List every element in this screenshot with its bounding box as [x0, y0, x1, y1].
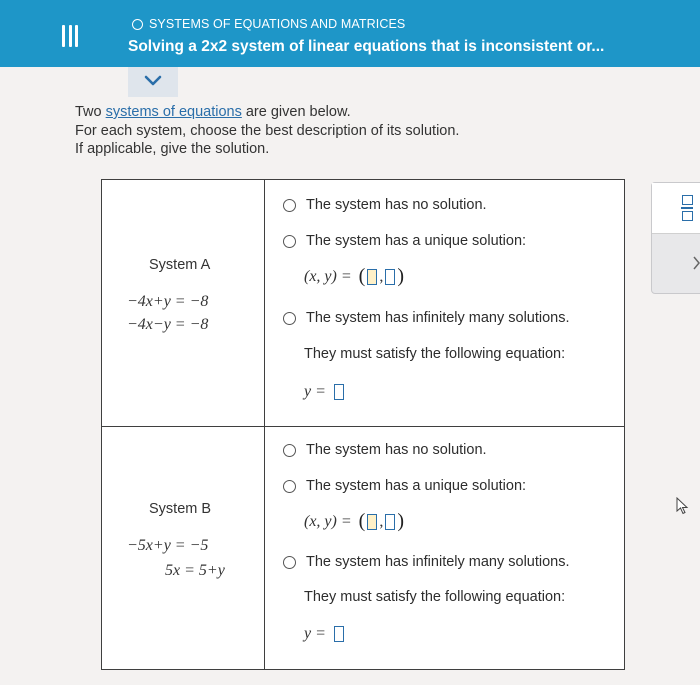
- radio-icon[interactable]: [283, 480, 296, 493]
- system-b-unique-answer: [304, 510, 405, 533]
- radio-icon[interactable]: [283, 444, 296, 457]
- chevron-right-icon[interactable]: [693, 256, 700, 270]
- system-b-equation-2: 5x = 5+y: [165, 562, 225, 579]
- system-a-unique-solution-option[interactable]: [283, 233, 526, 249]
- option-label: The system has no solution.: [306, 442, 487, 458]
- option-label: The system has infinitely many solutions.: [306, 310, 570, 326]
- unique-expression: (x, y) =: [304, 267, 352, 285]
- option-label: The system has a unique solution:: [306, 233, 527, 249]
- chevron-down-icon: [142, 73, 164, 89]
- system-a-unique-answer: [304, 265, 405, 288]
- system-b-must-satisfy: They must satisfy the following equation:: [304, 589, 566, 605]
- header-bar: [0, 0, 700, 67]
- fraction-icon: [682, 195, 694, 221]
- system-b-y-input[interactable]: [385, 514, 395, 530]
- system-a-infinite-solutions-option[interactable]: [283, 310, 570, 326]
- math-tools-panel: [651, 182, 700, 294]
- radio-icon[interactable]: [283, 312, 296, 325]
- circle-icon: [132, 19, 143, 30]
- system-b-equation-1: −5x+y = −5: [127, 537, 209, 554]
- radio-icon[interactable]: [283, 235, 296, 248]
- system-a-equation-1: −4x+y = −8: [127, 293, 209, 310]
- instructions-text: are given below.: [241, 104, 351, 120]
- unique-expression: (x, y) =: [304, 512, 352, 530]
- system-a-must-satisfy: They must satisfy the following equation:: [304, 346, 566, 362]
- system-a-label: System A: [149, 257, 211, 273]
- system-b-y-equation-input[interactable]: [334, 626, 344, 642]
- instructions: [75, 103, 459, 159]
- system-a-equation-answer: [304, 383, 345, 401]
- topic-label: SYSTEMS OF EQUATIONS AND MATRICES: [149, 17, 406, 31]
- system-b-no-solution-option[interactable]: [283, 442, 487, 458]
- system-a-equation-2: −4x−y = −8: [127, 316, 209, 333]
- system-a-y-input[interactable]: [385, 269, 395, 285]
- instructions-line-2: For each system, choose the best description of its solution.: [75, 122, 460, 139]
- table-divider: [101, 426, 625, 427]
- system-b-unique-solution-option[interactable]: [283, 478, 526, 494]
- system-a-x-input[interactable]: [367, 269, 377, 285]
- comma: ,: [379, 267, 384, 285]
- open-paren: (: [358, 265, 366, 287]
- instructions-line-3: If applicable, give the solution.: [75, 141, 270, 157]
- y-expression: y =: [304, 383, 326, 400]
- radio-icon[interactable]: [283, 199, 296, 212]
- table-divider: [264, 179, 265, 670]
- system-b-equation-answer: [304, 625, 345, 643]
- open-paren: (: [358, 510, 366, 532]
- page-title: Solving a 2x2 system of linear equations that is inconsistent or...: [128, 38, 605, 55]
- system-a-no-solution-option[interactable]: [283, 197, 487, 213]
- y-expression: y =: [304, 625, 326, 642]
- system-b-x-input[interactable]: [367, 514, 377, 530]
- close-paren: ): [397, 265, 404, 287]
- system-a-y-equation-input[interactable]: [334, 384, 344, 400]
- option-label: The system has infinitely many solutions.: [306, 554, 570, 570]
- mouse-pointer-icon: [676, 497, 690, 515]
- radio-icon[interactable]: [283, 556, 296, 569]
- comma: ,: [379, 512, 384, 530]
- system-b-label: System B: [149, 501, 212, 517]
- system-b-infinite-solutions-option[interactable]: [283, 554, 570, 570]
- systems-of-equations-link[interactable]: systems of equations: [105, 104, 242, 120]
- expand-toggle[interactable]: [128, 67, 178, 97]
- instructions-text: Two: [75, 104, 106, 120]
- close-paren: ): [397, 510, 404, 532]
- option-label: The system has no solution.: [306, 197, 487, 213]
- option-label: The system has a unique solution:: [306, 478, 527, 494]
- topic-line: [132, 17, 405, 31]
- menu-icon[interactable]: [60, 25, 80, 47]
- fraction-tool-button[interactable]: [652, 183, 700, 234]
